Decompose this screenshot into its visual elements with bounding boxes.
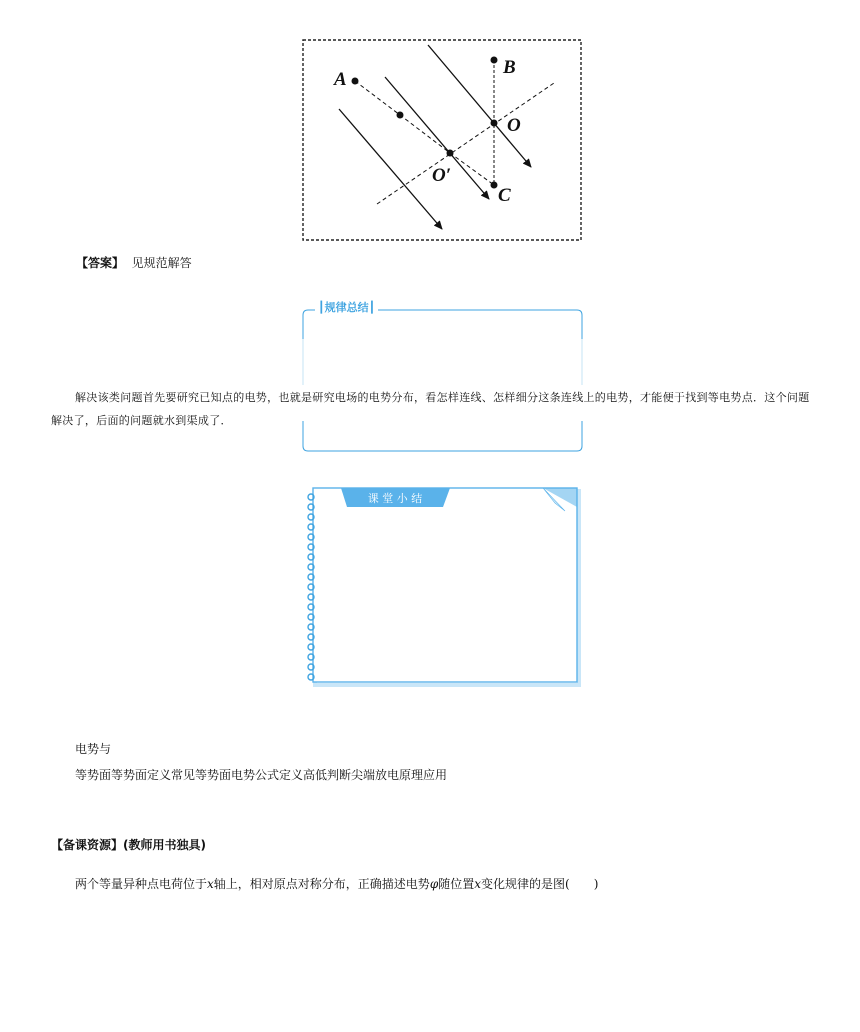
- prep-label: 【备课资源】: [51, 838, 124, 852]
- label-O: O: [507, 115, 521, 136]
- prep-note: (教师用书独具): [123, 838, 206, 852]
- rule-summary-text: 解决该类问题首先要研究已知点的电势，也就是研究电场的电势分布，看怎样连线、怎样细分这条连线上的电势，才能便于找到等电势点．这个问题解决了，后面的问题就水到渠成了．: [51, 391, 810, 427]
- summary-line-2: 等势面等势面定义常见等势面电势公式定义高低判断尖端放电原理应用: [75, 768, 448, 782]
- var-x: x: [207, 877, 214, 891]
- point-A: [352, 78, 359, 85]
- point-B: [491, 57, 498, 64]
- answer-text: 见规范解答: [131, 256, 192, 270]
- label-A: A: [334, 69, 347, 90]
- label-B: B: [503, 57, 516, 78]
- notebook-title: 课 堂 小 结: [367, 492, 423, 505]
- field-diagram: [302, 39, 582, 241]
- label-C: C: [498, 185, 511, 206]
- rule-summary-title: ┃规律总结┃: [315, 301, 378, 315]
- summary-line-1: 电势与: [75, 742, 112, 756]
- var-phi: φ: [429, 877, 439, 891]
- prep-resources-heading: [51, 836, 206, 853]
- field-line-1: [339, 109, 442, 229]
- var-x-2: x: [474, 877, 482, 891]
- label-O-prime: O′: [432, 165, 452, 186]
- notebook-graphic: [303, 483, 583, 688]
- class-summary-notebook: [303, 483, 583, 688]
- answer-label: 【答案】: [76, 256, 125, 270]
- question-text: 两个等量异种点电荷位于x轴上，相对原点对称分布，正确描述电势φ随位置x变化规律的是图( ): [75, 877, 599, 891]
- point-mid: [397, 112, 404, 119]
- answer-line: [76, 254, 192, 271]
- point-C: [491, 182, 498, 189]
- electric-field-figure: [302, 39, 582, 241]
- dashed-line-AC: [355, 81, 494, 185]
- equipotential-dashed-line: [377, 83, 554, 204]
- point-O: [491, 120, 498, 127]
- point-O-prime: [447, 150, 454, 157]
